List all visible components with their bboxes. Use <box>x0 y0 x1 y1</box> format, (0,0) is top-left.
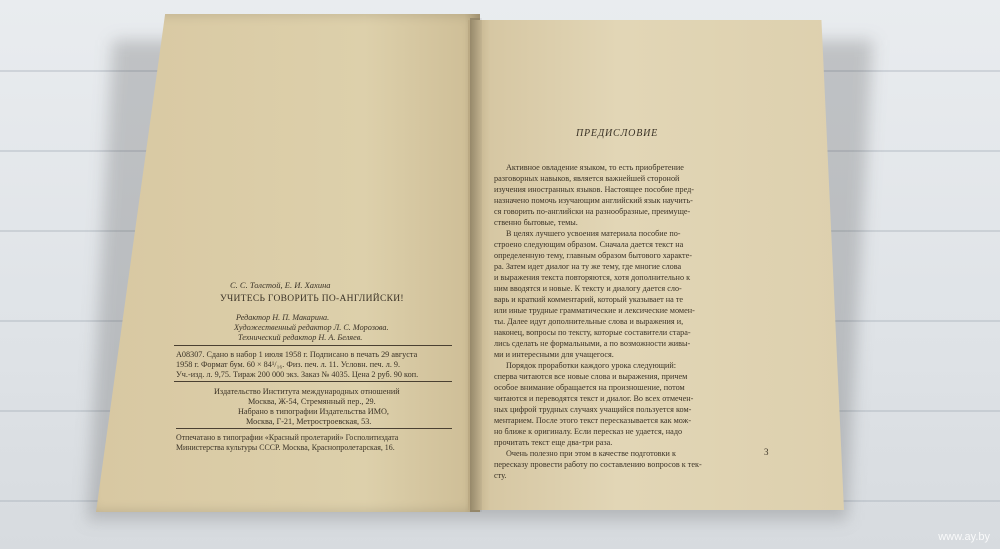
book-title: УЧИТЕСЬ ГОВОРИТЬ ПО-АНГЛИЙСКИ! <box>220 294 404 304</box>
text-line: варь и краткий комментарий, который указывает на те <box>494 295 684 304</box>
text-line: лись сделать не формальными, а по возможности живы- <box>494 339 691 348</box>
text-line: Активное овладение языком, то есть приобретение <box>506 163 684 172</box>
text-line: прочитать текст еще два-три раза. <box>494 438 613 447</box>
divider <box>174 381 452 382</box>
text-line: ных цифрой трудных случаях учащийся пользуется ком- <box>494 405 692 414</box>
text-line: наконец, вопросы по тексту, которые составители стара- <box>494 328 691 337</box>
text-line: изучения иностранных языков. Настоящее пособие пред- <box>494 185 694 194</box>
text-line: ментарием. После этого текст пересказывается как мож- <box>494 416 692 425</box>
text-line: или иные трудные грамматические и лексические момен- <box>494 306 695 315</box>
editor-line: Технический редактор Н. А. Беляев. <box>238 333 363 342</box>
text-line: строено следующим образом. Сначала дается текст на <box>494 240 684 249</box>
divider <box>174 345 452 346</box>
text-line: ственно бытовые, темы. <box>494 218 578 227</box>
watermark: www.ay.by <box>938 531 990 543</box>
text-line: определенную тему, главным образом бытового характе- <box>494 251 692 260</box>
printer-line: Отпечатано в типографии «Красный пролетарий» Госполитиздата <box>176 433 399 442</box>
editor-line: Редактор Н. П. Макарина. <box>236 313 330 322</box>
text-line: и выражения текста повторяются, хотя дополнительно к <box>494 273 691 282</box>
text-line: ты. Далее идут дополнительные слова и выражения и, <box>494 317 684 326</box>
text-line: но ближе к оригиналу. Если пересказ не удается, надо <box>494 427 683 436</box>
text-line: Очень полезно при этом в качестве подготовки к <box>506 449 676 458</box>
divider <box>176 428 452 429</box>
publisher-line: Москва, Ж-54, Стремянный пер., 29. <box>248 397 376 406</box>
imprint-line: Уч.-изд. л. 9,75. Тираж 200 000 экз. Заказ № 4035. Цена 2 руб. 90 коп. <box>176 370 419 379</box>
text-line: читаются и переводятся текст и диалог. Во всех отмечен- <box>494 394 694 403</box>
text-line: сперва читаются все новые слова и выражения, причем <box>494 372 688 381</box>
text-line: особое внимание обращается на произношение, потом <box>494 383 685 392</box>
imprint-line: А08307. Сдано в набор 1 июля 1958 г. Подписано в печать 29 августа <box>176 350 418 359</box>
text-line: ра. Затем идет диалог на ту же тему, где многие слова <box>494 262 682 271</box>
publisher-line: Набрано в типографии Издательства ИМО, <box>238 407 389 416</box>
text-line: пересказу провести работу по составлению вопросов к тек- <box>494 460 702 469</box>
publisher-line: Издательство Института международных отношений <box>214 387 400 396</box>
editor-line: Художественный редактор Л. С. Морозова. <box>234 323 389 332</box>
printer-line: Министерства культуры СССР. Москва, Краснопролетарская, 16. <box>176 443 395 452</box>
authors: С. С. Толстой, Е. И. Хахина <box>230 280 331 290</box>
text-line: сту. <box>494 471 507 480</box>
text-line: ся говорить по-английски на разнообразные, преимуще- <box>494 207 691 216</box>
text-line: назначено помочь изучающим английский язык научить- <box>494 196 693 205</box>
text-line: Порядок проработки каждого урока следующий: <box>506 361 677 370</box>
text-line: разговорных навыков, является важнейшей стороной <box>494 174 680 183</box>
imprint-line: 1958 г. Формат бум. 60 × 84¹/₁₆. Физ. печ. л. 11. Условн. печ. л. 9. <box>176 360 401 369</box>
text-line: ним вводятся и новые. К тексту и диалогу дается сло- <box>494 284 682 293</box>
text-line: В целях лучшего усвоения материала пособие по- <box>506 229 681 238</box>
page-number: 3 <box>764 447 769 457</box>
preface-heading: ПРЕДИСЛОВИЕ <box>576 128 659 139</box>
publisher-line: Москва, Г-21, Метростроевская, 53. <box>246 417 372 426</box>
text-line: ми и интересными для учащегося. <box>494 350 614 359</box>
book-spine <box>470 18 482 512</box>
